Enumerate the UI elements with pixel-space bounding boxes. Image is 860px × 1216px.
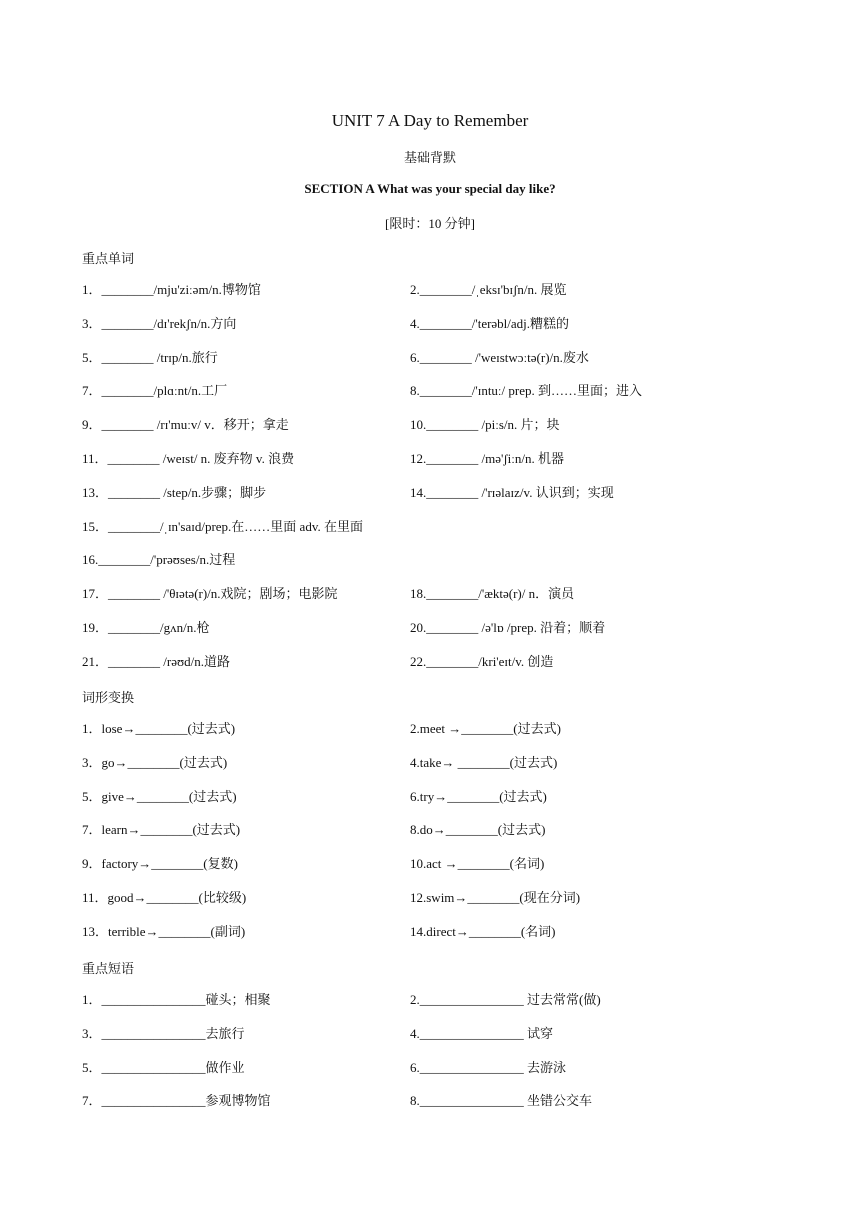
list-item: 1．lose→________(过去式) [82, 721, 236, 736]
list-item: 7．________________参观博物馆 [82, 1093, 271, 1109]
list-row [0, 415, 860, 435]
list-row [0, 314, 860, 334]
forms-heading: 词形变换 [82, 691, 135, 706]
list-item: 19．________/gʌn/n.枪 [82, 620, 210, 635]
list-item: 16.________/'prəʊses/n.过程 [82, 552, 236, 568]
list-row [0, 1024, 860, 1044]
list-item: 5．give→________(过去式) [82, 788, 237, 804]
list-item: 2.meet →________(过去式) [410, 721, 561, 736]
list-item: 2.________________ 过去常常(做) [410, 992, 601, 1007]
list-item: 4.________________ 试穿 [410, 1025, 554, 1041]
list-item: 7．learn→________(过去式) [82, 822, 241, 838]
list-item: 1．________/mju'ziːəm/n.博物馆 [82, 282, 261, 297]
list-item: 13．terrible→________(副词) [82, 923, 246, 939]
list-item: 3．go→________(过去式) [82, 754, 228, 770]
page-subtitle: 基础背默 [403, 151, 456, 166]
list-item: 12.swim→________(现在分词) [410, 890, 581, 905]
list-row [0, 922, 860, 942]
list-row [0, 550, 860, 570]
list-item: 10.________ /piːs/n. 片；块 [410, 417, 560, 433]
page-title: UNIT 7 A Day to Remember [331, 111, 529, 130]
list-row [0, 618, 860, 638]
list-item: 6.________ /'weɪstwɔːtə(r)/n.废水 [410, 349, 589, 365]
list-row [0, 888, 860, 908]
list-item: 4.________/'terəbl/adj.糟糕的 [410, 315, 570, 331]
list-row [0, 753, 860, 773]
list-item: 11．good→________(比较级) [82, 890, 247, 905]
list-row [0, 584, 860, 604]
list-row [0, 854, 860, 874]
list-item: 2.________/ˌeksɪ'bɪʃn/n. 展览 [410, 282, 567, 297]
list-item: 8.do→________(过去式) [410, 822, 546, 838]
list-item: 3．________________去旅行 [82, 1025, 245, 1041]
list-row [0, 820, 860, 840]
list-row [0, 1091, 860, 1111]
list-item: 5．________________做作业 [82, 1059, 245, 1075]
list-item: 8.________/'ɪntuː/ prep. 到……里面；进入 [410, 383, 643, 399]
list-row [0, 990, 860, 1010]
list-row [0, 381, 860, 401]
list-item: 4.take→ ________(过去式) [410, 754, 558, 770]
list-row [0, 1058, 860, 1078]
list-item: 10.act →________(名词) [410, 856, 545, 872]
list-item: 14.________ /'rɪəlaɪz/v. 认识到；实现 [410, 484, 614, 500]
list-item: 17．________ /'θɪətə(r)/n.戏院；剧场；电影院 [82, 586, 338, 602]
list-row [0, 787, 860, 807]
list-item: 12.________ /mə'ʃiːn/n. 机器 [410, 451, 565, 466]
list-item: 1．________________碰头；相聚 [82, 992, 271, 1007]
list-item: 13．________ /step/n.步骤；脚步 [82, 484, 267, 500]
list-item: 11．________ /weɪst/ n. 废弃物 v. 浪费 [82, 451, 295, 466]
list-item: 6.________________ 去游泳 [410, 1059, 567, 1075]
list-item: 9．factory→________(复数) [82, 856, 238, 872]
list-row [0, 483, 860, 503]
time-limit: [限时：10 分钟] [385, 216, 475, 231]
list-row [0, 449, 860, 469]
list-row [0, 719, 860, 739]
list-item: 3．________/dɪ'rekʃn/n.方向 [82, 315, 237, 331]
list-item: 7．________/plɑːnt/n.工厂 [82, 383, 228, 399]
list-item: 9．________ /rɪ'muːv/ v．移开；拿走 [82, 417, 289, 433]
list-row [0, 280, 860, 300]
list-item: 5．________ /trɪp/n.旅行 [82, 349, 218, 365]
vocab-heading: 重点单词 [82, 252, 135, 267]
list-row [0, 517, 860, 537]
list-row [0, 348, 860, 368]
list-item: 15．________/ˌɪn'saɪd/prep.在……里面 adv. 在里面 [82, 518, 363, 534]
list-item: 18.________/'æktə(r)/ n．演员 [410, 586, 575, 602]
list-item: 6.try→________(过去式) [410, 788, 547, 804]
list-row [0, 652, 860, 672]
list-item: 20.________ /ə'lɒ /prep. 沿着；顺着 [410, 620, 606, 635]
phrases-heading: 重点短语 [82, 962, 135, 977]
list-item: 14.direct→________(名词) [410, 923, 556, 939]
list-item: 22.________/kri'eɪt/v. 创造 [410, 653, 554, 669]
section-title: SECTION A What was your special day like? [304, 181, 556, 196]
list-item: 8.________________ 坐错公交车 [410, 1093, 593, 1109]
list-item: 21．________ /rəʊd/n.道路 [82, 653, 230, 669]
